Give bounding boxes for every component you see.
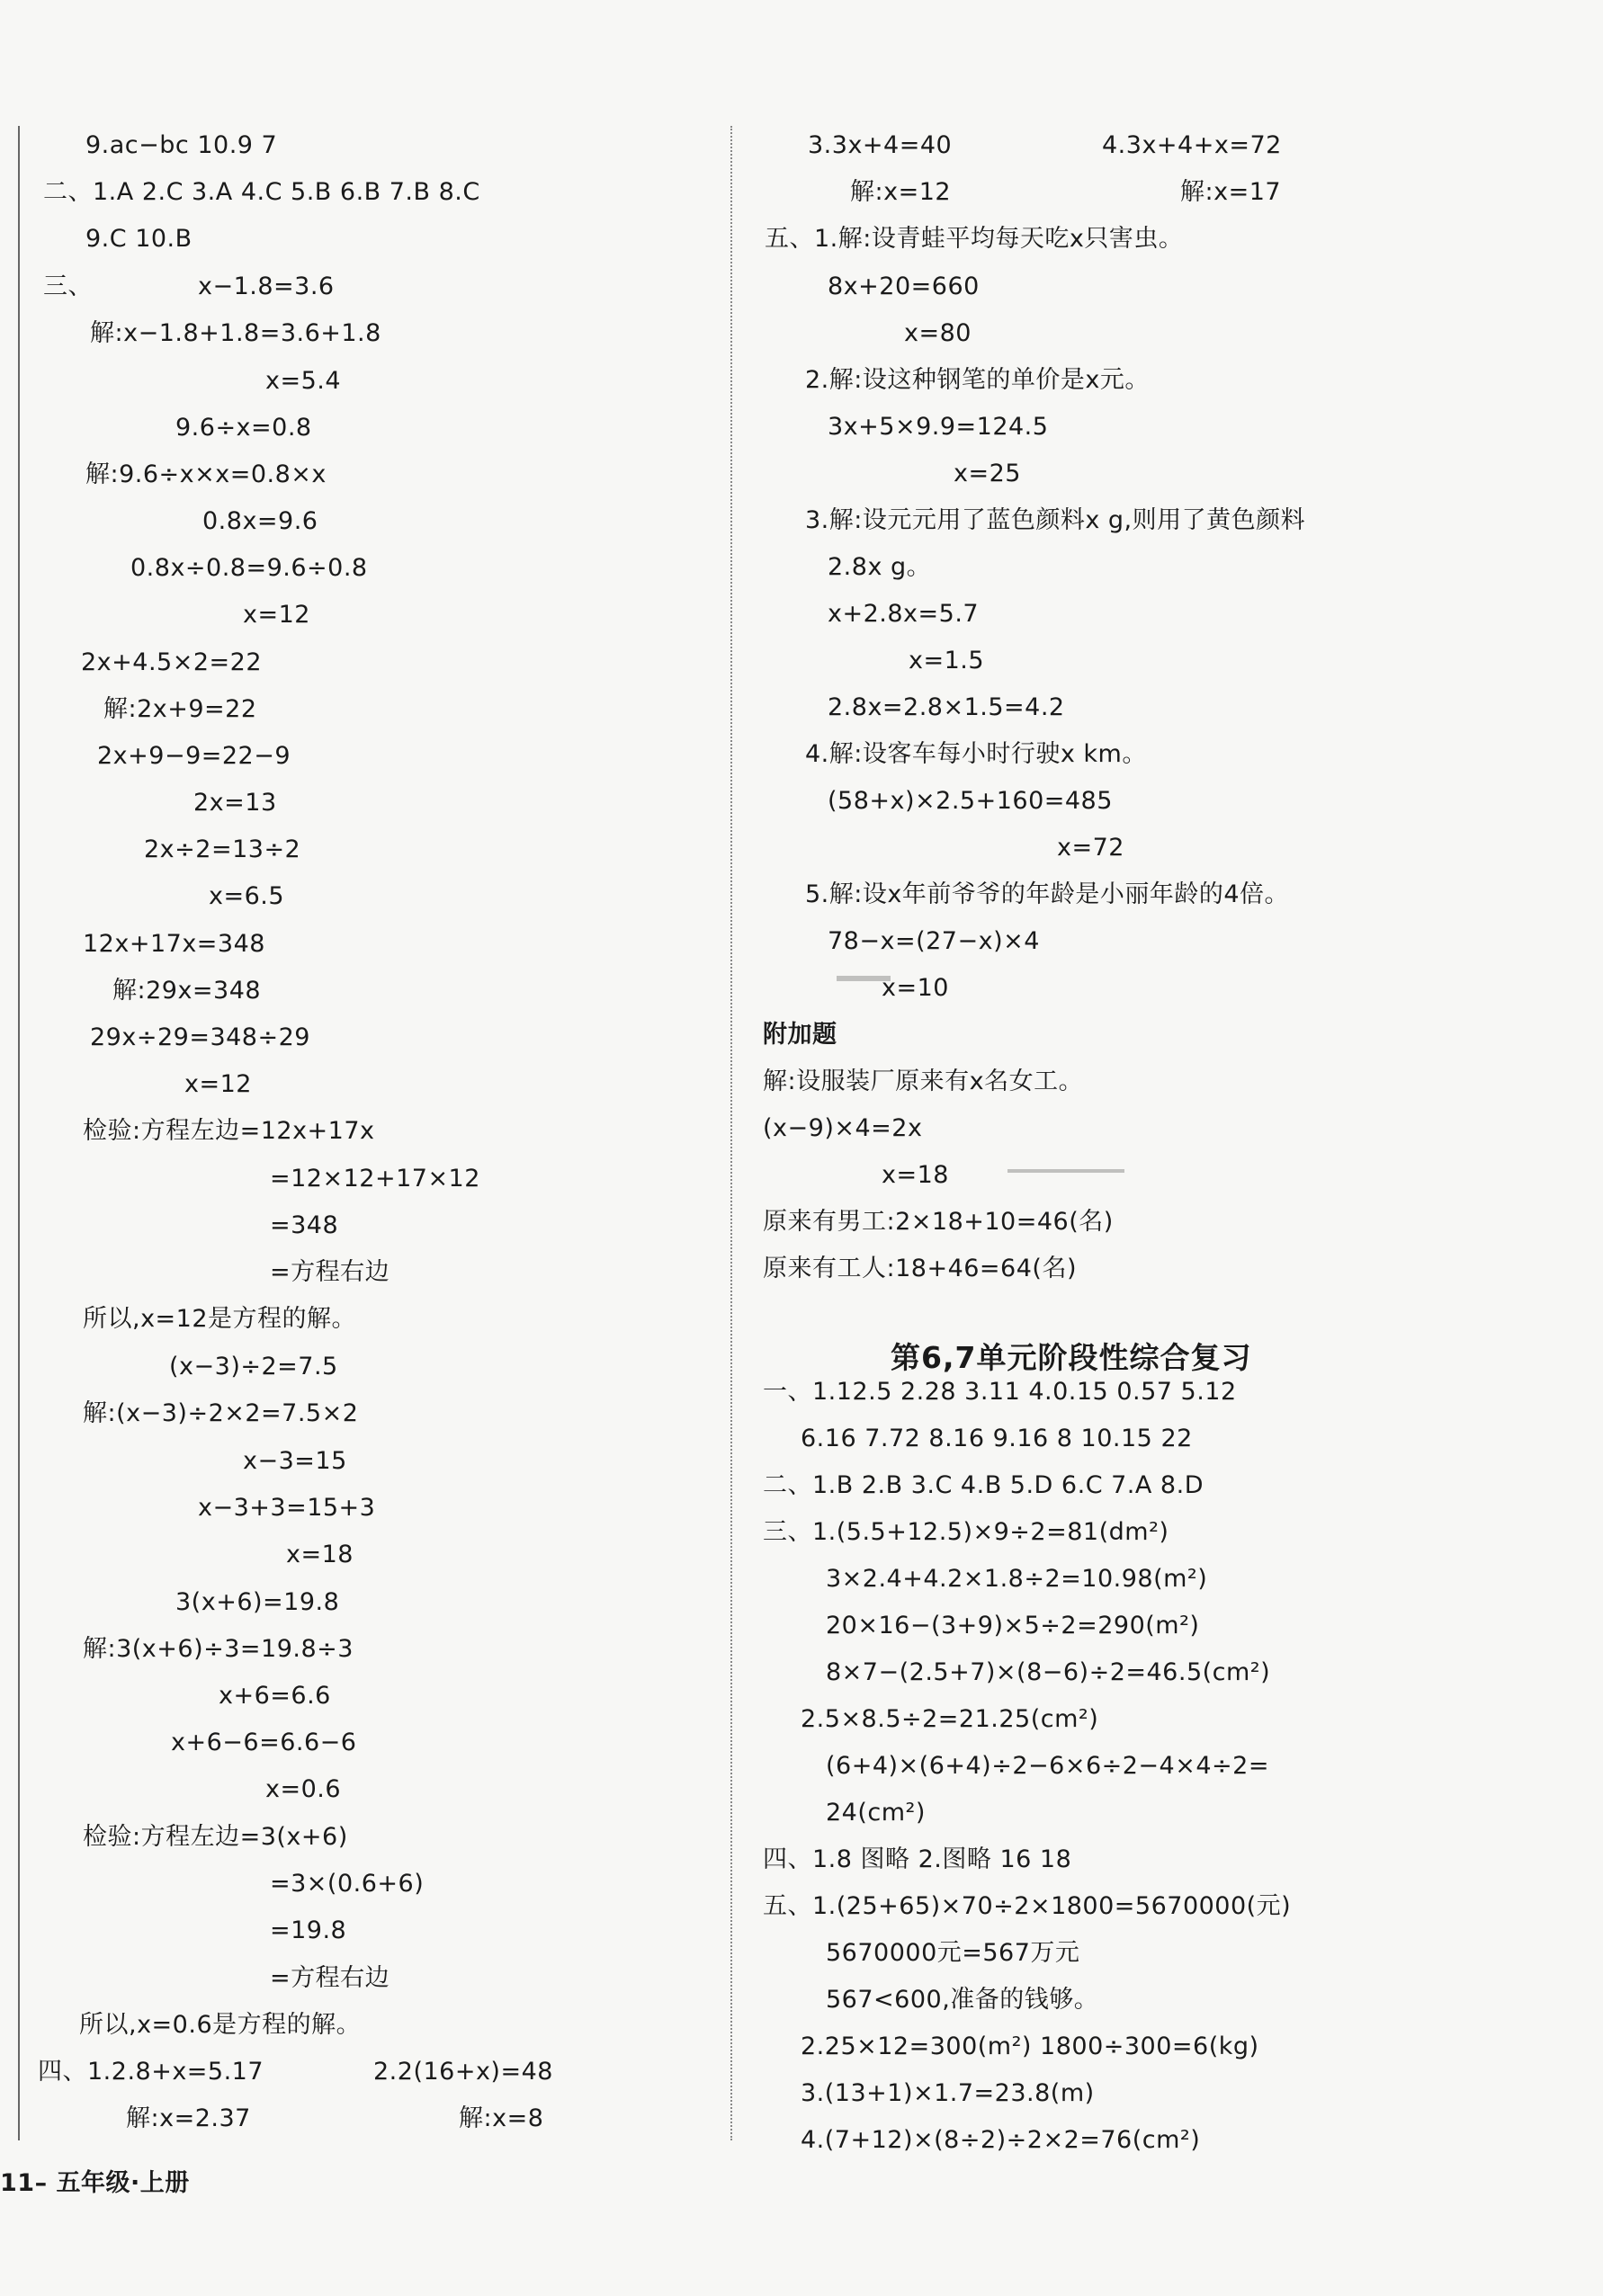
left-line: 2x=13 xyxy=(193,789,277,817)
right-line: 解:x=12 xyxy=(850,178,952,206)
right-line: 一、1.12.5 2.28 3.11 4.0.15 0.57 5.12 xyxy=(763,1378,1237,1406)
right-line: 8x+20=660 xyxy=(828,272,980,300)
right-line: 三、1.(5.5+12.5)×9÷2=81(dm²) xyxy=(763,1518,1169,1546)
left-line: 2.2(16+x)=48 xyxy=(373,2058,553,2086)
left-line: 2x+4.5×2=22 xyxy=(81,648,262,676)
scan-smudge xyxy=(1007,1169,1124,1173)
right-line: 3.(13+1)×1.7=23.8(m) xyxy=(801,2079,1095,2107)
right-line: 2.5×8.5÷2=21.25(cm²) xyxy=(801,1705,1099,1733)
left-line: 所以,x=0.6是方程的解。 xyxy=(79,2011,362,2039)
left-line: x−3=15 xyxy=(243,1447,347,1475)
left-line: 检验:方程左边=3(x+6) xyxy=(83,1823,348,1851)
column-divider xyxy=(730,126,732,2140)
right-line: x=25 xyxy=(954,460,1021,487)
left-line: =方程右边 xyxy=(270,1258,390,1286)
right-line: x+2.8x=5.7 xyxy=(828,600,980,628)
left-line: =348 xyxy=(270,1211,339,1239)
right-line: 3x+5×9.9=124.5 xyxy=(828,413,1049,441)
right-line: 原来有工人:18+46=64(名) xyxy=(763,1255,1077,1282)
right-line: 3.3x+4=40 xyxy=(808,131,953,159)
right-line: (6+4)×(6+4)÷2−6×6÷2−4×4÷2= xyxy=(826,1752,1269,1780)
right-line: 四、1.8 图略 2.图略 16 18 xyxy=(763,1845,1072,1873)
right-line: 3×2.4+4.2×1.8÷2=10.98(m²) xyxy=(826,1565,1208,1593)
right-line: 五、1.解:设青蛙平均每天吃x只害虫。 xyxy=(765,225,1184,253)
section-title: 第6,7单元阶段性综合复习 xyxy=(891,1340,1252,1375)
left-line: 9.C 10.B xyxy=(85,225,193,253)
left-line: 2x÷2=13÷2 xyxy=(144,835,301,863)
page-footer: 11– 五年级·上册 xyxy=(0,2169,190,2197)
right-line: 解:设服装厂原来有x名女工。 xyxy=(763,1068,1084,1095)
left-line: x−3+3=15+3 xyxy=(198,1494,376,1522)
left-line: x=12 xyxy=(243,601,310,629)
right-line: 原来有男工:2×18+10=46(名) xyxy=(763,1208,1114,1236)
left-line: 2x+9−9=22−9 xyxy=(97,742,291,770)
left-line: 解:x=2.37 xyxy=(126,2104,251,2132)
right-line: 5.解:设x年前爷爷的年龄是小丽年龄的4倍。 xyxy=(805,880,1290,908)
right-line: x=1.5 xyxy=(909,647,985,675)
right-line: 20×16−(3+9)×5÷2=290(m²) xyxy=(826,1612,1200,1639)
left-line: 12x+17x=348 xyxy=(83,930,265,958)
right-line: 解:x=17 xyxy=(1180,178,1282,206)
left-line: x−1.8=3.6 xyxy=(198,272,335,300)
left-line: =3×(0.6+6) xyxy=(270,1870,425,1898)
left-line: 解:x=8 xyxy=(459,2104,544,2132)
right-line: 567<600,准备的钱够。 xyxy=(826,1986,1099,2014)
right-line: x=18 xyxy=(882,1161,949,1189)
right-line: 附加题 xyxy=(763,1021,837,1049)
right-line: 24(cm²) xyxy=(826,1799,926,1827)
right-line: 6.16 7.72 8.16 9.16 8 10.15 22 xyxy=(801,1425,1193,1452)
left-line: x=6.5 xyxy=(209,882,285,910)
left-line: x=12 xyxy=(184,1070,252,1098)
left-margin-bar xyxy=(18,126,20,2140)
left-line: 0.8x=9.6 xyxy=(202,507,318,535)
left-line: 9.ac−bc 10.9 7 xyxy=(85,131,278,159)
left-line: x+6−6=6.6−6 xyxy=(171,1729,357,1756)
right-line: 2.8x=2.8×1.5=4.2 xyxy=(828,693,1065,721)
left-line: 0.8x÷0.8=9.6÷0.8 xyxy=(130,554,368,582)
left-line: 3(x+6)=19.8 xyxy=(175,1588,340,1616)
left-line: =方程右边 xyxy=(270,1964,390,1992)
right-line: 3.解:设元元用了蓝色颜料x g,则用了黄色颜料 xyxy=(805,506,1306,534)
scan-smudge xyxy=(837,976,891,981)
left-line: 二、1.A 2.C 3.A 4.C 5.B 6.B 7.B 8.C xyxy=(43,178,480,206)
right-line: x=72 xyxy=(1057,834,1124,862)
left-line: 解:(x−3)÷2×2=7.5×2 xyxy=(83,1399,359,1427)
right-line: 5670000元=567万元 xyxy=(826,1939,1080,1967)
left-line: 9.6÷x=0.8 xyxy=(175,414,312,442)
left-line: 29x÷29=348÷29 xyxy=(90,1023,310,1051)
left-line: (x−3)÷2=7.5 xyxy=(169,1353,338,1380)
left-line: 解:2x+9=22 xyxy=(103,695,257,723)
right-line: 4.(7+12)×(8÷2)÷2×2=76(cm²) xyxy=(801,2126,1201,2154)
left-line: x=0.6 xyxy=(265,1775,342,1803)
left-line: x+6=6.6 xyxy=(219,1682,331,1710)
right-line: 二、1.B 2.B 3.C 4.B 5.D 6.C 7.A 8.D xyxy=(763,1471,1204,1499)
left-line: 解:3(x+6)÷3=19.8÷3 xyxy=(83,1635,354,1663)
left-line: =12×12+17×12 xyxy=(270,1165,480,1193)
left-line: 解:9.6÷x×x=0.8×x xyxy=(85,460,327,488)
right-line: 4.3x+4+x=72 xyxy=(1102,131,1282,159)
left-line: 检验:方程左边=12x+17x xyxy=(83,1117,375,1145)
right-line: (x−9)×4=2x xyxy=(763,1114,923,1142)
left-line: 三、 xyxy=(43,272,93,300)
right-line: x=10 xyxy=(882,974,949,1002)
right-line: 五、1.(25+65)×70÷2×1800=5670000(元) xyxy=(763,1892,1292,1920)
right-line: 8×7−(2.5+7)×(8−6)÷2=46.5(cm²) xyxy=(826,1658,1271,1686)
right-line: 2.解:设这种钢笔的单价是x元。 xyxy=(805,366,1150,394)
right-line: (58+x)×2.5+160=485 xyxy=(828,787,1113,815)
left-line: 解:x−1.8+1.8=3.6+1.8 xyxy=(90,319,381,347)
left-line: =19.8 xyxy=(270,1916,347,1944)
right-line: 2.25×12=300(m²) 1800÷300=6(kg) xyxy=(801,2032,1259,2060)
right-line: x=80 xyxy=(904,319,972,347)
right-line: 78−x=(27−x)×4 xyxy=(828,927,1040,955)
left-line: 所以,x=12是方程的解。 xyxy=(83,1305,357,1333)
left-line: 解:29x=348 xyxy=(112,977,262,1005)
left-line: x=5.4 xyxy=(265,367,342,395)
left-line: x=18 xyxy=(286,1541,354,1568)
right-line: 4.解:设客车每小时行驶x km。 xyxy=(805,740,1147,768)
right-line: 2.8x g。 xyxy=(828,553,932,581)
left-line: 四、1.2.8+x=5.17 xyxy=(38,2058,264,2086)
